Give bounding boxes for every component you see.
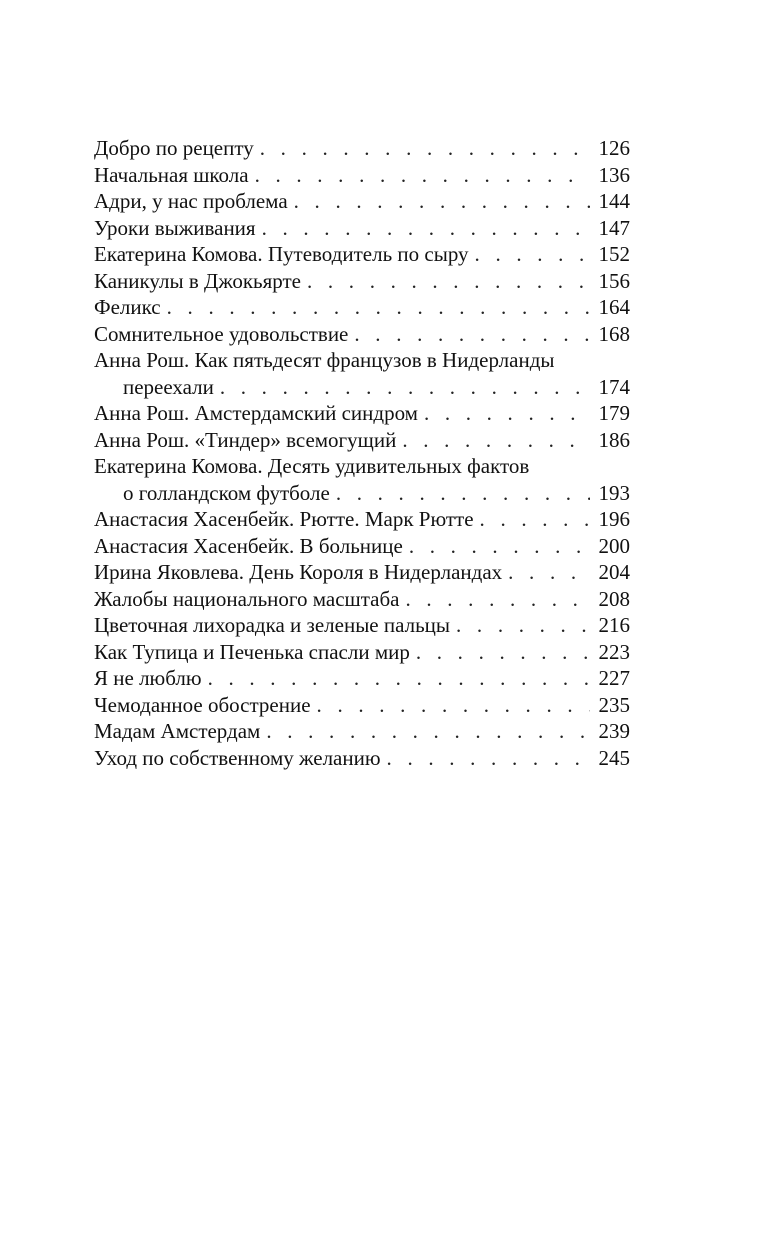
dot-leader [294, 188, 590, 215]
toc-entry-page: 216 [598, 613, 630, 637]
toc-entry[interactable] [94, 135, 630, 162]
dot-leader [262, 215, 590, 242]
toc-entry-page: 186 [598, 427, 630, 452]
dot-leader [317, 692, 590, 719]
dot-leader [387, 745, 590, 772]
toc-entry-page: 156 [598, 268, 630, 293]
toc-entry[interactable] [94, 639, 630, 666]
toc-entry-page: 193 [598, 480, 630, 505]
toc-entry-title: Как Тупица и Печенька спасли мир [94, 639, 410, 664]
toc-entry[interactable] [94, 745, 630, 772]
toc-entry[interactable] [94, 241, 630, 268]
toc-entry-title: Добро по рецепту [94, 136, 254, 160]
dot-leader [480, 506, 590, 533]
dot-leader [220, 374, 590, 401]
dot-leader [336, 480, 590, 507]
toc-entry-page: 239 [598, 719, 630, 743]
toc-entry[interactable] [94, 347, 630, 400]
toc-entry-page: 147 [598, 215, 630, 240]
table-of-contents [94, 135, 630, 771]
toc-entry-title: Мадам Амстердам [94, 719, 261, 743]
toc-entry-title: Анастасия Хасенбейк. Рютте. Марк Рютте [94, 507, 474, 531]
toc-entry-title: Каникулы в Джокьярте [94, 268, 301, 293]
dot-leader [508, 559, 590, 586]
toc-entry-page: 208 [598, 586, 630, 611]
dot-leader [402, 427, 590, 454]
dot-leader [266, 718, 590, 745]
toc-entry-title: Анна Рош. Амстердамский синдром [94, 401, 418, 425]
toc-entry-page: 136 [598, 162, 630, 187]
dot-leader [167, 294, 590, 321]
toc-entry-title: Цветочная лихорадка и зеленые пальцы [94, 613, 451, 637]
toc-entry[interactable] [94, 692, 630, 719]
toc-entry-title: Ирина Яковлева. День Короля в Нидерландах [94, 560, 503, 584]
toc-entry-title: Начальная школа [94, 162, 249, 187]
toc-entry-page: 223 [598, 639, 630, 664]
toc-entry[interactable] [94, 215, 630, 242]
toc-entry-title-continued: переехали [123, 374, 214, 399]
toc-entry-title: Чемоданное обострение [94, 692, 311, 717]
toc-entry[interactable] [94, 586, 630, 613]
toc-entry[interactable] [94, 294, 630, 321]
toc-entry-page: 200 [598, 533, 630, 558]
toc-entry[interactable] [94, 268, 630, 295]
dot-leader [475, 241, 590, 268]
toc-entry-title: Анастасия Хасенбейк. В больнице [94, 533, 403, 558]
dot-leader [405, 586, 590, 613]
toc-entry-title: Феликс [94, 295, 161, 319]
dot-leader [424, 400, 590, 427]
toc-entry[interactable] [94, 665, 630, 692]
dot-leader [255, 162, 590, 189]
toc-entry-title: Я не люблю [94, 666, 202, 690]
dot-leader [416, 639, 590, 666]
toc-entry-title: Адри, у нас проблема [94, 189, 288, 213]
toc-entry-page: 144 [598, 189, 630, 213]
toc-entry[interactable] [94, 400, 630, 427]
toc-entry-title: Сомнительное удовольствие [94, 321, 349, 346]
toc-entry-page: 227 [598, 666, 630, 690]
toc-entry-title: Уход по собственному желанию [94, 745, 381, 770]
toc-entry-page: 196 [598, 507, 630, 531]
toc-entry-page: 245 [598, 745, 630, 770]
toc-entry-page: 179 [598, 401, 630, 425]
dot-leader [208, 665, 590, 692]
toc-entry-page: 164 [598, 295, 630, 319]
toc-entry[interactable] [94, 533, 630, 560]
toc-entry-page: 235 [598, 692, 630, 717]
toc-entry-title: Анна Рош. Как пятьдесят французов в Нидерланды [94, 348, 555, 372]
dot-leader [307, 268, 590, 295]
toc-entry-page: 168 [598, 321, 630, 346]
toc-entry-title: Екатерина Комова. Путеводитель по сыру [94, 242, 469, 266]
toc-entry-title-continued: о голландском футболе [123, 480, 330, 505]
toc-entry-title: Уроки выживания [94, 215, 256, 240]
toc-entry[interactable] [94, 427, 630, 454]
toc-entry-page: 126 [598, 136, 630, 160]
toc-entry-title: Екатерина Комова. Десять удивительных фактов [94, 454, 530, 478]
dot-leader [409, 533, 590, 560]
toc-entry[interactable] [94, 559, 630, 586]
dot-leader [354, 321, 590, 348]
dot-leader [456, 612, 590, 639]
toc-entry[interactable] [94, 188, 630, 215]
toc-entry[interactable] [94, 718, 630, 745]
toc-entry-title: Анна Рош. «Тиндер» всемогущий [94, 427, 397, 452]
toc-entry-title: Жалобы национального масштаба [94, 586, 400, 611]
toc-entry[interactable] [94, 612, 630, 639]
toc-entry-page: 152 [598, 242, 630, 266]
toc-entry-page: 204 [598, 560, 630, 584]
toc-entry[interactable] [94, 506, 630, 533]
toc-entry-page: 174 [598, 374, 630, 399]
dot-leader [260, 135, 590, 162]
toc-entry[interactable] [94, 321, 630, 348]
toc-entry[interactable] [94, 162, 630, 189]
toc-entry[interactable] [94, 453, 630, 506]
